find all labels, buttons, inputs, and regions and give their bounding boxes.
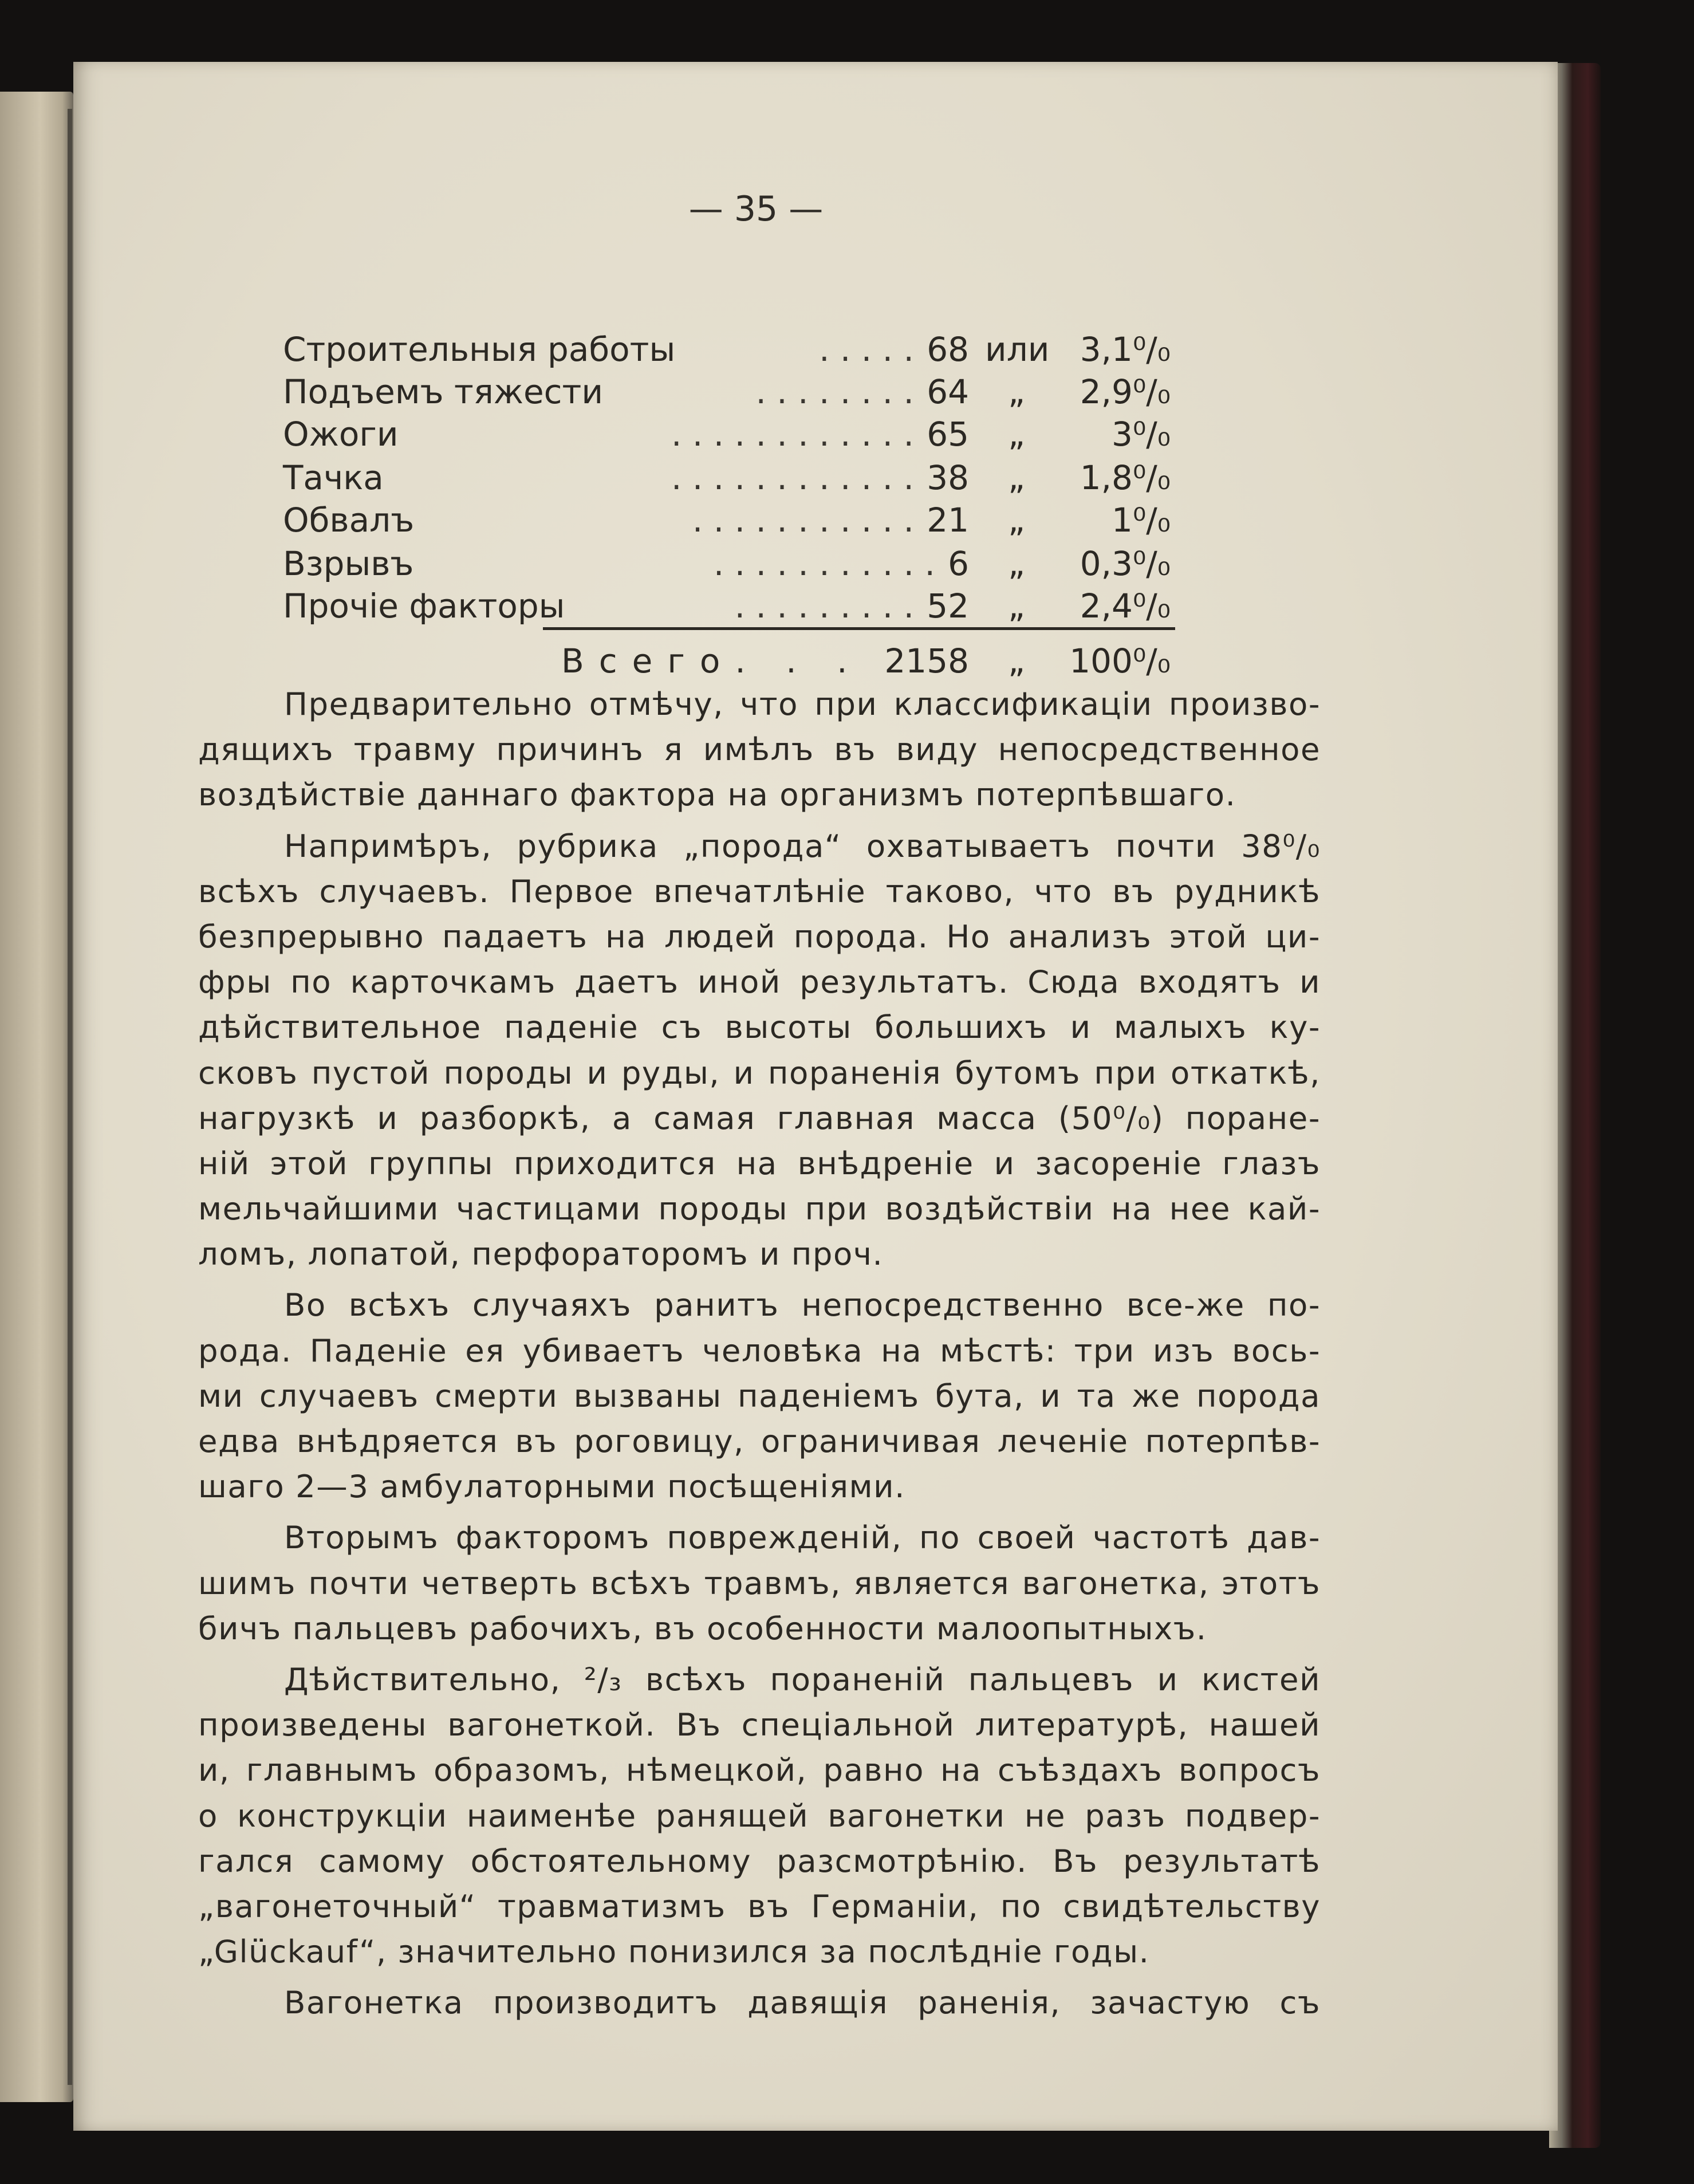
table-row	[0, 543, 1694, 584]
row-percent: 2,4⁰/₀	[1080, 587, 1171, 625]
row-label: Тачка	[283, 458, 384, 497]
text-line: рода. Паденiе ея убиваетъ человѣка на мѣстѣ: три изъ вось-	[198, 1332, 1321, 1369]
text-line: „Glückauf“, значительно понизился за послѣднiе годы.	[198, 1933, 1150, 1970]
row-conjunction: „	[1007, 587, 1026, 625]
body-text	[198, 682, 1321, 2025]
text-line: воздѣйствiе даннаго фактора на организмъ потерпѣвшаго.	[198, 776, 1236, 813]
row-conjunction: „	[1007, 372, 1026, 411]
row-percent: 3,1⁰/₀	[1080, 330, 1171, 369]
text-line: фры по карточкамъ даетъ иной результатъ. Сюда входятъ и	[198, 963, 1321, 1001]
row-conjunction: „	[1007, 501, 1026, 540]
text-line: безпрерывно падаетъ на людей порода. Но анализъ этой ци-	[198, 918, 1321, 955]
leader-dots: . . . . . . . . . . . .	[671, 415, 914, 454]
total-label: Всего. . .	[561, 642, 862, 680]
table-row	[0, 499, 1694, 541]
row-count: 6	[948, 544, 969, 583]
leader-dots: . . . . . . . . .	[734, 587, 914, 625]
row-count: 65	[927, 415, 969, 454]
page-number: — 35 —	[688, 189, 824, 229]
text-line: ломъ, лопатой, перфораторомъ и проч.	[198, 1235, 884, 1273]
text-line: Предварительно отмѣчу, что при классификацiи произво-	[284, 686, 1321, 722]
statistics-table	[0, 0, 1694, 687]
row-conjunction: „	[1007, 544, 1026, 583]
text-line: „вагонеточный“ травматизмъ въ Германiи, по свидѣтельству	[198, 1887, 1321, 1925]
total-count: 2158	[884, 642, 969, 680]
text-line: и, главнымъ образомъ, нѣмецкой, равно на съѣздахъ вопросъ	[198, 1752, 1321, 1789]
leader-dots: . . . . . . . . . . .	[692, 501, 914, 540]
text-line: Вагонетка производитъ давящiя раненiя, зачастую съ	[284, 1984, 1321, 2021]
text-line: едва внѣдряется въ роговицу, ограничивая леченiе потерпѣв-	[198, 1423, 1321, 1459]
text-line: Во всѣхъ случаяхъ ранитъ непосредственно все-же по-	[284, 1286, 1321, 1324]
text-line: Напримѣръ, рубрика „порода“ охватываетъ почти 38⁰/₀	[284, 827, 1321, 864]
row-percent: 1,8⁰/₀	[1080, 458, 1171, 497]
row-percent: 2,9⁰/₀	[1080, 372, 1171, 411]
row-count: 38	[927, 458, 969, 497]
row-label: Взрывъ	[283, 544, 414, 583]
text-line: всѣхъ случаевъ. Первое впечатлѣнiе таково, что въ рудникѣ	[198, 872, 1321, 910]
text-line: Дѣйствительно, ²/₃ всѣхъ пораненiй пальцевъ и кистей	[284, 1660, 1321, 1698]
table-row	[0, 414, 1694, 455]
text-line: шимъ почти четверть всѣхъ травмъ, является вагонетка, этотъ	[198, 1564, 1321, 1601]
row-label: Прочiе факторы	[283, 587, 565, 625]
leader-dots: . . . . . . . . . . . .	[671, 458, 914, 497]
text-line: дящихъ травму причинъ я имѣлъ въ виду непосредственное	[198, 731, 1321, 768]
text-line: Вторымъ факторомъ поврежденiй, по своей частотѣ дав-	[284, 1519, 1321, 1556]
text-line: ми случаевъ смерти вызваны паденiемъ бута, и та же порода	[198, 1377, 1321, 1414]
text-line: мельчайшими частицами породы при воздѣйствiи на нее кай-	[198, 1190, 1321, 1227]
row-percent: 1⁰/₀	[1112, 501, 1171, 540]
total-percent: 100⁰/₀	[1069, 642, 1171, 680]
text-line: гался самому обстоятельному разсмотрѣнiю. Въ результатѣ	[198, 1842, 1321, 1879]
text-line: сковъ пустой породы и руды, и пораненiя бутомъ при откаткѣ,	[198, 1054, 1321, 1091]
table-row	[0, 585, 1694, 627]
leader-dots: . . . . .	[819, 330, 914, 369]
row-count: 64	[927, 372, 969, 411]
row-conjunction: или	[985, 330, 1050, 369]
text-line: шаго 2—3 амбулаторными посѣщенiями.	[198, 1468, 905, 1505]
row-count: 52	[927, 587, 969, 625]
row-conjunction: „	[1007, 415, 1026, 454]
leader-dots: . . . . . . . .	[755, 372, 914, 411]
leader-dots: . . . . . . . . . . .	[713, 544, 935, 583]
row-percent: 3⁰/₀	[1112, 415, 1171, 454]
row-percent: 0,3⁰/₀	[1080, 544, 1171, 583]
total-conjunction: „	[1007, 642, 1026, 680]
text-line: дѣйствительное паденiе съ высоты большихъ и малыхъ ку-	[198, 1009, 1321, 1046]
row-count: 21	[927, 501, 969, 540]
table-row	[0, 371, 1694, 412]
row-conjunction: „	[1007, 458, 1026, 497]
row-label: Обвалъ	[283, 501, 415, 540]
row-count: 68	[927, 330, 969, 369]
sum-rule	[543, 627, 1175, 630]
row-label: Строительныя работы	[283, 330, 676, 369]
text-line: нiй этой группы приходится на внѣдренiе и засоренiе глазъ	[198, 1144, 1321, 1182]
text-line: о конструкцiи наименѣе ранящей вагонетки не разъ подвер-	[198, 1797, 1321, 1834]
table-row	[0, 457, 1694, 498]
row-label: Подъемъ тяжести	[283, 372, 604, 411]
text-line: нагрузкѣ и разборкѣ, а самая главная масса (50⁰/₀) поране-	[198, 1099, 1321, 1136]
total-row	[0, 640, 1694, 682]
row-label: Ожоги	[283, 415, 399, 454]
text-line: бичъ пальцевъ рабочихъ, въ особенности малоопытныхъ.	[198, 1610, 1207, 1647]
table-row	[0, 329, 1694, 370]
text-line: произведены вагонеткой. Въ спецiальной литературѣ, нашей	[198, 1706, 1321, 1744]
